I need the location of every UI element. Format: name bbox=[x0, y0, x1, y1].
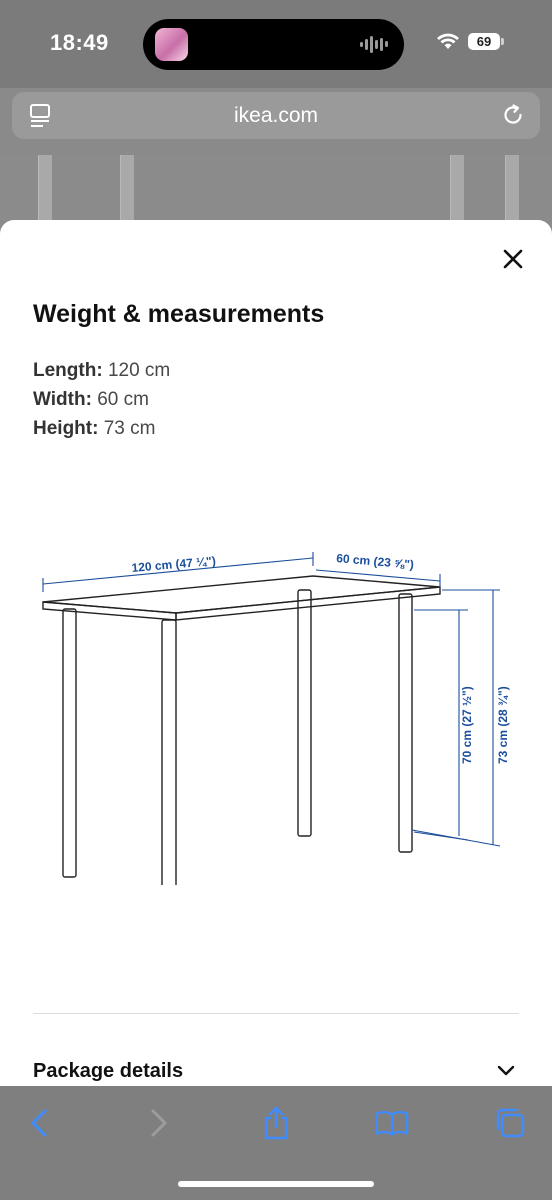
status-bar bbox=[0, 0, 552, 88]
spec-width: Width: 60 cm bbox=[33, 389, 149, 410]
sheet-title: Weight & measurements bbox=[33, 300, 325, 328]
home-indicator[interactable] bbox=[178, 1181, 374, 1187]
table-dimension-diagram bbox=[30, 540, 510, 885]
dynamic-island[interactable] bbox=[143, 19, 404, 70]
spec-length: Length: 120 cm bbox=[33, 360, 171, 381]
chevron-right-icon bbox=[149, 1108, 169, 1138]
tabs-icon bbox=[494, 1107, 526, 1139]
clock: 18:49 bbox=[50, 30, 109, 55]
book-icon bbox=[375, 1109, 409, 1137]
forward-button[interactable] bbox=[142, 1106, 176, 1140]
audio-waveform-icon bbox=[360, 35, 388, 53]
total-height-dimension-label: 73 cm (28 ¾") bbox=[496, 686, 510, 764]
share-button[interactable] bbox=[259, 1106, 293, 1140]
now-playing-thumbnail bbox=[155, 28, 188, 61]
share-icon bbox=[261, 1106, 291, 1140]
measurement-list bbox=[33, 356, 170, 443]
package-details-accordion[interactable] bbox=[33, 1060, 519, 1086]
bookmarks-button[interactable] bbox=[375, 1106, 409, 1140]
reload-icon[interactable] bbox=[500, 102, 526, 133]
leg-height-dimension-label: 70 cm (27 ½") bbox=[460, 686, 474, 764]
chevron-left-icon bbox=[29, 1108, 49, 1138]
url-text: ikea.com bbox=[233, 104, 319, 127]
wifi-icon bbox=[436, 32, 460, 50]
divider bbox=[33, 1013, 519, 1014]
width-dimension-label: 60 cm (23 ⅝") bbox=[335, 551, 415, 572]
length-dimension-label: 120 cm (47 ¼") bbox=[131, 553, 217, 575]
close-icon[interactable] bbox=[502, 248, 524, 270]
address-bar[interactable] bbox=[12, 92, 540, 139]
back-button[interactable] bbox=[22, 1106, 56, 1140]
chevron-down-icon bbox=[497, 1064, 515, 1082]
package-details-label: Package details bbox=[33, 1060, 184, 1082]
battery-indicator: 69 bbox=[468, 33, 500, 50]
measurements-sheet bbox=[0, 220, 552, 1086]
tabs-button[interactable] bbox=[493, 1106, 527, 1140]
spec-height: Height: 73 cm bbox=[33, 418, 156, 439]
